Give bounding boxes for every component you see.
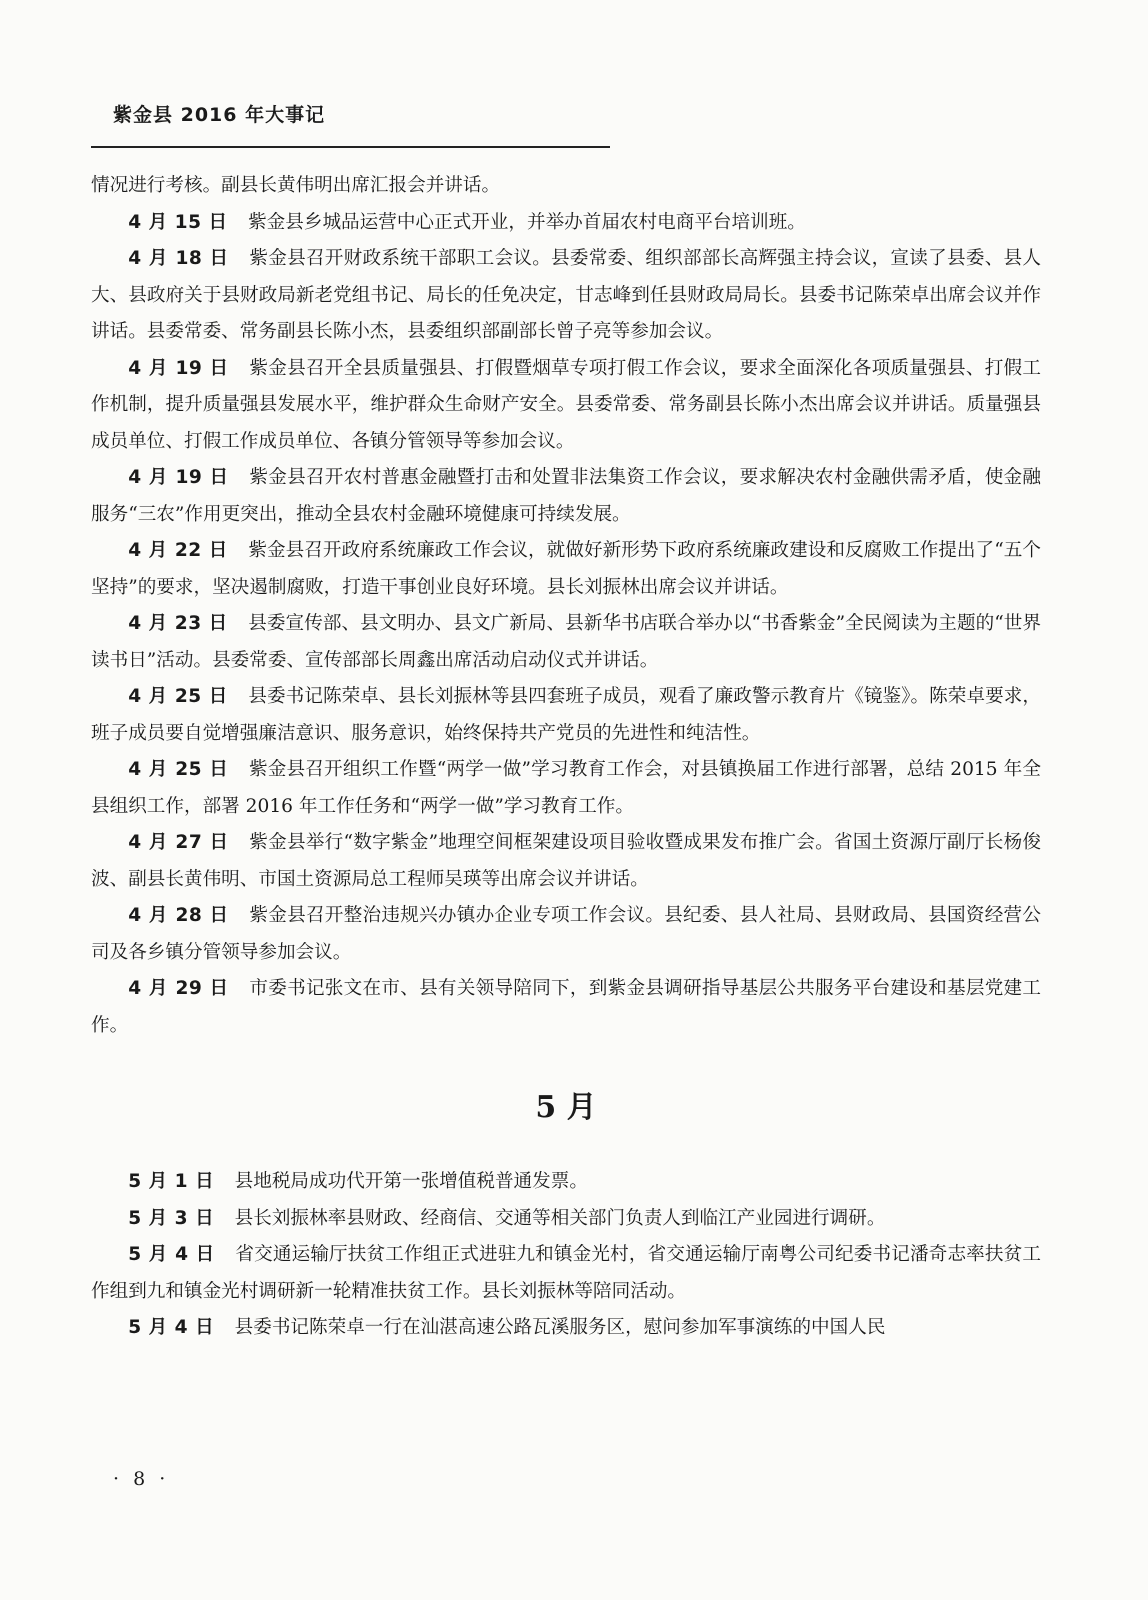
entry-date: 5 月 3 日: [128, 1207, 215, 1229]
entry-0429: [91, 971, 1041, 1044]
entry-0425-b: [91, 752, 1041, 825]
entry-date: 4 月 25 日: [128, 759, 229, 780]
entry-text: 县长刘振林率县财政、经商信、交通等相关部门负责人到临江产业园进行调研。: [234, 1207, 886, 1229]
entry-date: 4 月 27 日: [128, 832, 229, 853]
entry-date: 5 月 1 日: [128, 1171, 215, 1192]
entry-0419-b: [91, 460, 1041, 533]
entry-0503: [91, 1201, 1041, 1238]
entry-date: 4 月 23 日: [128, 613, 228, 634]
entry-date: 4 月 22 日: [128, 540, 228, 561]
entry-0425-a: [91, 679, 1041, 752]
entry-0418: [91, 241, 1041, 351]
entry-date: 4 月 18 日: [128, 248, 229, 269]
entry-text: 紫金县召开整治违规兴办镇办企业专项工作会议。县纪委、县人社局、县财政局、县国资经营公司及各乡镇分管领导参加会议。: [91, 905, 1041, 963]
entry-date: 4 月 15 日: [128, 211, 228, 233]
entry-text: 县委宣传部、县文明办、县文广新局、县新华书店联合举办以“书香紫金”全民阅读为主题的“世界读书日”活动。县委常委、宣传部部长周鑫出席活动启动仪式并讲话。: [91, 613, 1041, 671]
entry-text: 紫金县召开组织工作暨“两学一做”学习教育工作会，对县镇换届工作进行部署，总结 2015 年全县组织工作，部署 2016 年工作任务和“两学一做”学习教育工作。: [91, 759, 1042, 817]
entry-text: 紫金县乡城品运营中心正式开业，并举办首届农村电商平台培训班。: [248, 211, 806, 233]
entry-date: 4 月 19 日: [128, 467, 229, 488]
entry-0427: [91, 825, 1041, 898]
running-header: 紫金县 2016 年大事记: [113, 104, 326, 126]
entry-text: 县地税局成功代开第一张增值税普通发票。: [234, 1171, 588, 1192]
entry-date: 4 月 19 日: [128, 357, 229, 379]
continuation-paragraph: 情况进行考核。副县长黄伟明出席汇报会并讲话。: [91, 175, 501, 196]
entry-text: 紫金县召开政府系统廉政工作会议，就做好新形势下政府系统廉政建设和反腐败工作提出了“五个坚持”的要求，坚决遏制腐败，打造干事创业良好环境。县长刘振林出席会议并讲话。: [91, 540, 1041, 598]
entry-0504-b: [91, 1310, 1041, 1347]
entry-text: 紫金县召开财政系统干部职工会议。县委常委、组织部部长高辉强主持会议，宣读了县委、县人大、县政府关于县财政局新老党组书记、局长的任免决定，甘志峰到任县财政局局长。县委书记陈荣卓出席会议并作讲话。县委常委、常务副县长陈小杰，县委组织部副部长曾子亮等参加会议。: [91, 248, 1041, 342]
entry-text: 省交通运输厅扶贫工作组正式进驻九和镇金光村，省交通运输厅南粤公司纪委书记潘奇志率扶贫工作组到九和镇金光村调研新一轮精准扶贫工作。县长刘振林等陪同活动。: [91, 1244, 1041, 1302]
entry-0422: [91, 533, 1041, 606]
entry-date: 5 月 4 日: [128, 1317, 215, 1338]
month-heading-may: 5 月: [535, 1090, 597, 1125]
entry-text: 紫金县召开农村普惠金融暨打击和处置非法集资工作会议，要求解决农村金融供需矛盾，使金融服务“三农”作用更突出，推动全县农村金融环境健康可持续发展。: [91, 467, 1041, 525]
entry-text: 县委书记陈荣卓一行在汕湛高速公路瓦溪服务区，慰问参加军事演练的中国人民: [234, 1317, 886, 1338]
entry-0415: [91, 205, 1041, 242]
entry-0419-a: [91, 351, 1041, 461]
entry-0423: [91, 606, 1041, 679]
entry-text: 县委书记陈荣卓、县长刘振林等县四套班子成员，观看了廉政警示教育片《镜鉴》。陈荣卓要求，班子成员要自觉增强廉洁意识、服务意识，始终保持共产党员的先进性和纯洁性。: [91, 686, 1042, 744]
body-text: [91, 168, 1041, 1347]
entry-text: 市委书记张文在市、县有关领导陪同下，到紫金县调研指导基层公共服务平台建设和基层党建工作。: [91, 978, 1041, 1036]
entry-text: 紫金县召开全县质量强县、打假暨烟草专项打假工作会议，要求全面深化各项质量强县、打假工作机制，提升质量强县发展水平，维护群众生命财产安全。县委常委、常务副县长陈小杰出席会议并讲话。质量强县成员单位、打假工作成员单位、各镇分管领导等参加会议。: [91, 357, 1041, 452]
entry-0504-a: [91, 1237, 1041, 1310]
entry-date: 4 月 29 日: [128, 978, 229, 999]
entry-0428: [91, 898, 1041, 971]
header-rule: [91, 146, 610, 148]
page-number: · 8 ·: [113, 1468, 170, 1490]
entry-0501: [91, 1164, 1041, 1201]
entry-text: 紫金县举行“数字紫金”地理空间框架建设项目验收暨成果发布推广会。省国土资源厅副厅长杨俊波、副县长黄伟明、市国土资源局总工程师吴瑛等出席会议并讲话。: [91, 832, 1042, 890]
entry-date: 4 月 25 日: [128, 686, 228, 707]
entry-date: 4 月 28 日: [128, 905, 229, 926]
entry-date: 5 月 4 日: [128, 1244, 215, 1265]
